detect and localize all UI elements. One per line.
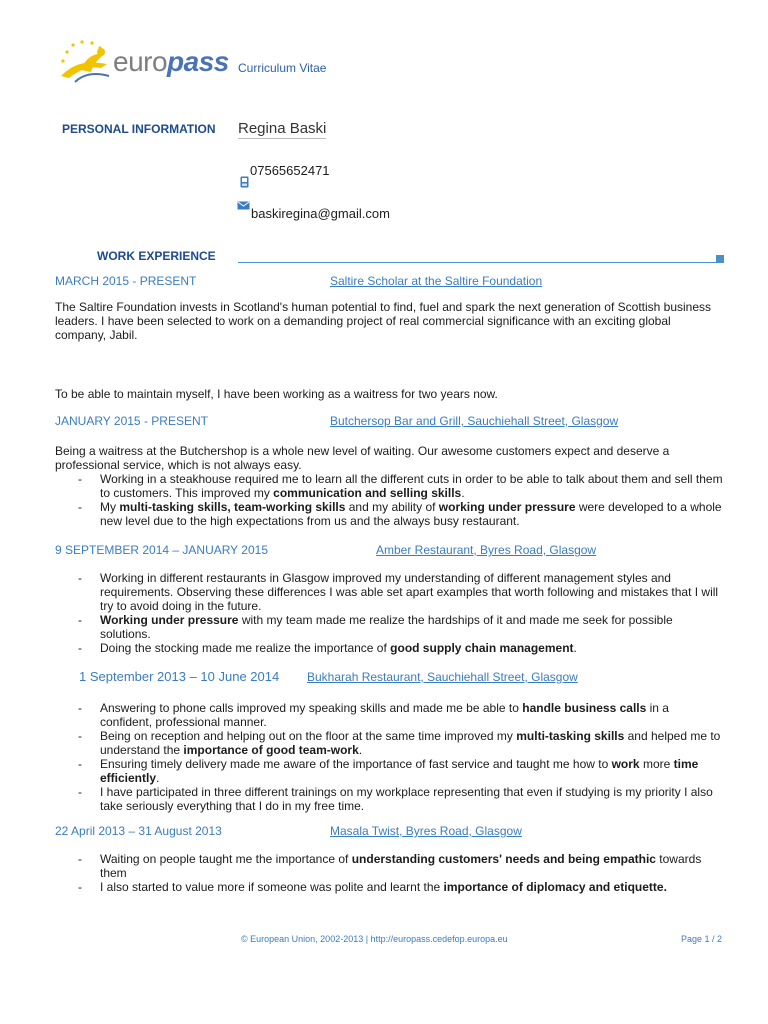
bullet-item: - I also started to value more if someone was polite and learnt the importance of diplomacy and etiquette. bbox=[78, 880, 723, 894]
job-employer[interactable]: Masala Twist, Byres Road, Glasgow bbox=[330, 824, 522, 838]
email-icon bbox=[237, 201, 250, 210]
job-date: MARCH 2015 - PRESENT bbox=[55, 274, 197, 288]
bullet-item: - Waiting on people taught me the importance of understanding customers' needs and being empathic towards them bbox=[78, 852, 723, 880]
job-date: 1 September 2013 – 10 June 2014 bbox=[79, 669, 280, 684]
person-name: Regina Baski bbox=[238, 120, 327, 137]
job-description: The Saltire Foundation invests in Scotland's human potential to find, fuel and spark the next generation of Scottish business leaders. I have been selected to work on a demanding project of real commercial significance with an exciting global company, Jabil. bbox=[55, 300, 712, 342]
phone-number: 07565652471 bbox=[250, 163, 330, 178]
personal-info-heading: PERSONAL INFORMATION bbox=[62, 122, 216, 136]
footer-copyright[interactable]: © European Union, 2002-2013 | http://europass.cedefop.europa.eu bbox=[241, 934, 508, 944]
job-bullets bbox=[78, 571, 723, 655]
phone-icon bbox=[240, 176, 249, 188]
email-address[interactable]: baskiregina@gmail.com bbox=[251, 206, 390, 221]
job-description: Being a waitress at the Butchershop is a whole new level of waiting. Our awesome customers expect and deserve a professional service, which is not always easy. bbox=[55, 444, 670, 472]
bullet-item: - Answering to phone calls improved my speaking skills and made me be able to handle business calls in a confident, professional manner. bbox=[78, 701, 723, 729]
section-marker bbox=[716, 255, 724, 263]
europass-wordmark: europass bbox=[113, 46, 229, 77]
bullet-item: - Ensuring timely delivery made me aware of the importance of fast service and taught me how to work more time efficiently. bbox=[78, 757, 723, 785]
job-date: 9 SEPTEMBER 2014 – JANUARY 2015 bbox=[55, 543, 268, 557]
bullet-item: - Being on reception and helping out on the floor at the same time improved my multi-tasking skills and helped me to understand the importance of good team-work. bbox=[78, 729, 723, 757]
job-bullets bbox=[78, 852, 723, 894]
job-date: 22 April 2013 – 31 August 2013 bbox=[55, 824, 222, 838]
document-type: Curriculum Vitae bbox=[238, 61, 327, 75]
section-divider bbox=[238, 262, 718, 263]
job-date: JANUARY 2015 - PRESENT bbox=[55, 414, 208, 428]
bullet-item: - Doing the stocking made me realize the importance of good supply chain management. bbox=[78, 641, 723, 655]
job-bullets bbox=[78, 472, 723, 528]
bullet-item: - Working under pressure with my team made me realize the hardships of it and made me seek for possible solutions. bbox=[78, 613, 723, 641]
job-employer[interactable]: Saltire Scholar at the Saltire Foundation bbox=[330, 274, 543, 288]
job-bullets bbox=[78, 701, 723, 813]
job-employer[interactable]: Butchersop Bar and Grill, Sauchiehall Street, Glasgow bbox=[330, 414, 619, 428]
job-employer[interactable]: Bukharah Restaurant, Sauchiehall Street, Glasgow bbox=[307, 670, 578, 684]
bullet-item: - Working in different restaurants in Glasgow improved my understanding of different management styles and requirements. Observing these differences I was able set apart examples that worth following and mistakes that I will try to avoid doing in the future. bbox=[78, 571, 723, 613]
bullet-item: - My multi-tasking skills, team-working skills and my ability of working under pressure were developed to a whole new level due to the high expectations from us and the always busy restaurant. bbox=[78, 500, 723, 528]
bullet-item: - I have participated in three different trainings on my workplace representing that even if studying is my priority I also take seriously everything that I do in my free time. bbox=[78, 785, 723, 813]
work-experience-heading: WORK EXPERIENCE bbox=[97, 249, 216, 263]
page-number: Page 1 / 2 bbox=[681, 934, 723, 944]
job-note: To be able to maintain myself, I have been working as a waitress for two years now. bbox=[55, 387, 498, 401]
job-employer[interactable]: Amber Restaurant, Byres Road, Glasgow bbox=[376, 543, 597, 557]
bullet-item: - Working in a steakhouse required me to learn all the different cuts in order to be able to talk about them and sell them to customers. This improved my communication and selling skills. bbox=[78, 472, 723, 500]
